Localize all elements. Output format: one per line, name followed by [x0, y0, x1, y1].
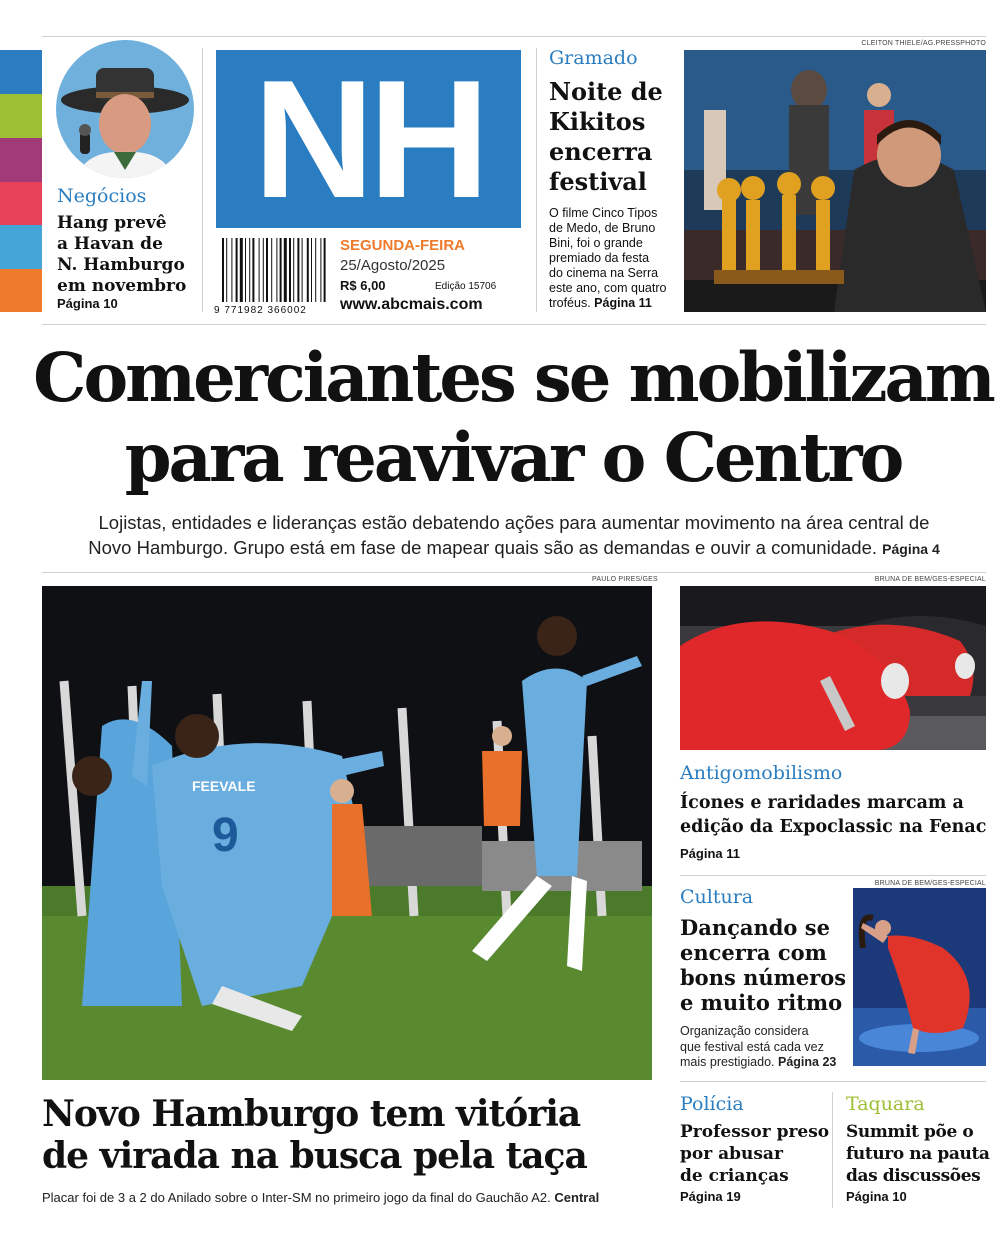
gramado-page: Página 11: [594, 296, 652, 310]
autos-credit: BRUNA DE BEM/GES-ESPECIAL: [874, 576, 986, 583]
stripe-purple: [0, 138, 42, 182]
culture-bottom-rule: [680, 1081, 986, 1082]
taquara-headline-line: das discussões: [846, 1166, 981, 1186]
gramado-body-line: troféus.: [549, 296, 591, 310]
culture-kicker: Cultura: [680, 886, 754, 908]
teaser-left-headline-line: a Havan de: [57, 234, 163, 254]
gramado-body-line: este ano, com quatro: [549, 281, 667, 295]
autos-photo: [680, 586, 986, 750]
barcode: [222, 238, 330, 304]
culture-body-line: Organização considera: [680, 1024, 809, 1038]
masthead-edition: Edição 15706: [435, 281, 497, 292]
masthead-date: 25/Agosto/2025: [340, 257, 446, 274]
stripe-green: [0, 94, 42, 138]
stripe-orange: [0, 269, 42, 312]
autos-bottom-rule: [680, 875, 986, 876]
main-summary-line: Lojistas, entidades e lideranças estão debatendo ações para aumentar movimento na área central de: [98, 512, 930, 533]
culture-headline[interactable]: [680, 915, 846, 1015]
top-rule: [42, 36, 986, 37]
main-page: Página 4: [882, 541, 940, 557]
gramado-body-line: Bini, foi o grande: [549, 236, 643, 250]
taquara-page: Página 10: [846, 1189, 907, 1204]
autos-headline-line: Ícones e raridades marcam a: [680, 793, 964, 813]
barcode-number: 9 771982 366002: [214, 305, 307, 316]
culture-headline-line: Dançando se: [680, 915, 830, 940]
teaser-left-page: Página 10: [57, 296, 118, 311]
taquara-headline[interactable]: [846, 1121, 990, 1187]
taquara-headline-line: futuro na pauta: [846, 1144, 990, 1164]
sports-headline[interactable]: [42, 1093, 587, 1177]
culture-headline-line: encerra com: [680, 940, 827, 965]
culture-page: Página 23: [777, 1055, 837, 1069]
main-summary: [42, 510, 986, 562]
teaser-left-headline-line: Hang prevê: [57, 213, 167, 233]
autos-page: Página 11: [680, 846, 740, 861]
culture-body: [680, 1024, 836, 1071]
culture-body-line: que festival está cada vez: [680, 1039, 824, 1054]
culture-headline-line: bons números: [680, 965, 847, 990]
autos-headline-line: edição da Expoclassic na Fenac: [680, 817, 987, 837]
taquara-headline-line: Summit põe o: [846, 1122, 974, 1142]
sports-credit: PAULO PIRES/GES: [592, 576, 658, 583]
gramado-body-line: premiado da festa: [549, 251, 650, 265]
sports-summary: [42, 1190, 599, 1205]
culture-body-line: mais prestigiado.: [680, 1055, 775, 1069]
gramado-headline[interactable]: [549, 77, 663, 197]
brand-color-stripes: [0, 50, 42, 312]
gramado-body-line: do cinema na Serra: [549, 266, 659, 280]
culture-headline-line: e muito ritmo: [680, 990, 843, 1015]
police-page: Página 19: [680, 1189, 741, 1204]
main-summary-line: Novo Hamburgo. Grupo está em fase de mapear quais são as demandas e ouvir a comunidade.: [88, 537, 878, 558]
masthead-day: SEGUNDA-FEIRA: [340, 237, 466, 254]
gramado-headline-line: festival: [549, 167, 647, 196]
autos-kicker: Antigomobilismo: [680, 762, 843, 784]
police-headline-line: de crianças: [680, 1166, 789, 1186]
nh-logo: [216, 45, 521, 233]
bottom-right-divider: [832, 1092, 833, 1208]
sports-photo: [42, 586, 652, 1080]
main-headline[interactable]: [20, 338, 1006, 498]
stripe-pink: [0, 182, 42, 225]
gramado-body-line: de Medo, de Bruno: [549, 221, 656, 235]
sports-headline-line: de virada na busca pela taça: [42, 1135, 587, 1177]
police-headline-line: por abusar: [680, 1144, 783, 1164]
teaser-left-headline-line: em novembro: [57, 276, 187, 296]
autos-headline[interactable]: [680, 791, 986, 839]
jersey-number: 9: [212, 809, 239, 862]
sports-headline-line: Novo Hamburgo tem vitória: [42, 1093, 581, 1135]
sports-summary-text: Placar foi de 3 a 2 do Anilado sobre o Inter-SM no primeiro jogo da final do Gauchão A2.: [42, 1190, 551, 1205]
taquara-kicker: Taquara: [846, 1093, 925, 1115]
jersey-sponsor: FEEVALE: [192, 778, 256, 794]
sports-page: Central: [554, 1190, 600, 1205]
culture-photo: [853, 888, 986, 1066]
teaser-left-kicker: Negócios: [57, 185, 147, 207]
culture-credit: BRUNA DE BEM/GES-ESPECIAL: [874, 880, 986, 887]
nh-logo-text: NH: [253, 45, 484, 233]
police-headline-line: Professor preso: [680, 1122, 830, 1142]
masthead-website[interactable]: www.abcmais.com: [340, 296, 483, 313]
police-kicker: Polícia: [680, 1093, 744, 1115]
main-headline-line: Comerciantes se mobilizam: [33, 338, 993, 417]
stripe-cyan: [0, 225, 42, 269]
gramado-headline-line: Kikitos: [549, 107, 646, 136]
masthead-bottom-rule: [42, 324, 986, 325]
main-bottom-rule: [42, 572, 986, 573]
teaser-left-headline[interactable]: [57, 213, 186, 297]
gramado-credit: CLEITON THIELE/AG.PRESSPHOTO: [861, 40, 986, 47]
gramado-body-line: O filme Cinco Tipos: [549, 206, 658, 220]
gramado-headline-line: encerra: [549, 137, 653, 166]
stripe-blue: [0, 50, 42, 94]
masthead-divider-left: [202, 48, 203, 312]
teaser-portrait-photo: [56, 40, 194, 178]
main-headline-line: para reavivar o Centro: [124, 418, 902, 497]
gramado-headline-line: Noite de: [549, 77, 663, 106]
masthead-price: R$ 6,00: [340, 278, 386, 293]
masthead-divider-right: [536, 48, 537, 312]
gramado-photo: [684, 50, 986, 312]
teaser-left-headline-line: N. Hamburgo: [57, 255, 185, 275]
gramado-kicker: Gramado: [549, 47, 638, 69]
police-headline[interactable]: [680, 1121, 829, 1187]
gramado-body: [549, 206, 679, 311]
